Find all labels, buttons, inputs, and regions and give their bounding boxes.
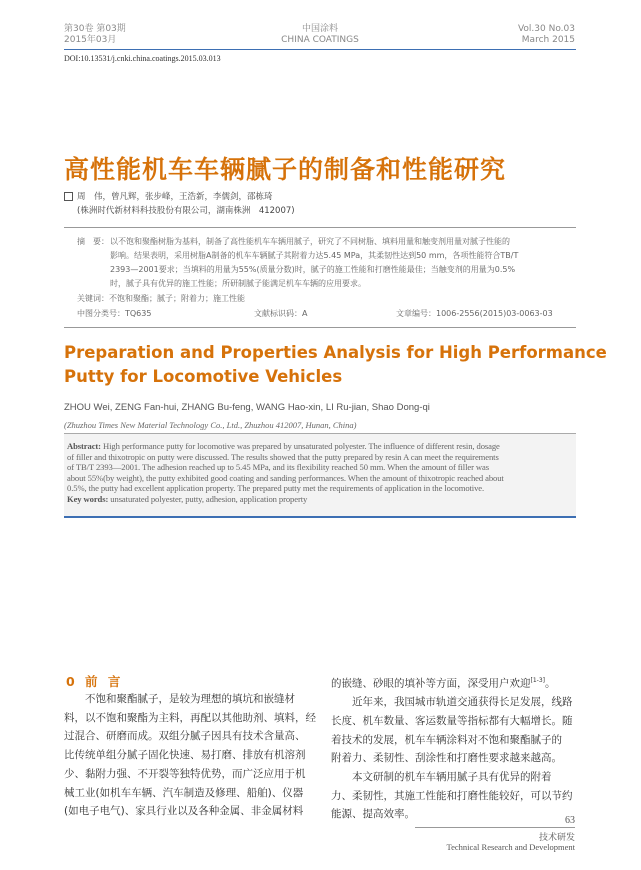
article-number: 文章编号：1006-2556(2015)03-0063-03	[396, 309, 553, 318]
abstract-cn-label: 摘 要：	[77, 237, 109, 246]
footer-section-en: Technical Research and Development	[446, 842, 575, 852]
footer-section-cn: 技术研发	[538, 832, 575, 842]
divider	[64, 227, 576, 228]
affiliation-cn: (株洲时代新材料科技股份有限公司，湖南株洲 412007)	[77, 206, 295, 216]
page-number: 63	[565, 815, 575, 826]
abstract-en: Abstract: High performance putty for locomotive was prepared by unsaturated polyester. The influence of different resin, dosage of filler and thixotropic on putty were discussed. The results showed that the putty prepared by resin A can meet the requirements of TB/T 2393—2001. The adhesion reached up to 5.45 MPa, and its flexibility reached 50 mm. When the amount of filler was about 55%(by weight), the putty exhibited good coating and sanding performances. When the amount of thixotropic reached about 0.5%, the putty had excellent application property. The prepared putty met the requirements of application in the locomotive. Key words: unsaturated polyester, putty, adhesion, application property	[67, 441, 504, 504]
journal-name: 中国涂料 CHINA COATINGS	[281, 24, 359, 45]
journal-date: Vol.30 No.03 March 2015	[517, 24, 575, 45]
abstract-cn	[77, 235, 518, 291]
affiliation-en: (Zhuzhou Times New Material Technology Co., Ltd., Zhuzhou 412007, Hunan, China)	[64, 420, 357, 430]
divider	[64, 327, 576, 328]
body-left-column: 不饱和聚酯腻子，是较为理想的填坑和嵌缝材 料，以不饱和聚酯为主料，再配以其他助剂、填料，经 过混合、研磨而成。双组分腻子因具有技术含量高、 比传统单组分腻子固化快速、易打磨、排放有机溶剂 少、黏附力强、不开裂等独特优势，而广泛应用于机 械工业(如机车车辆、汽车制造及修理、船舶)、仪器 (如电子电气)、家具行业以及各种金属、非金属材料	[64, 693, 316, 818]
body-right-column: 的嵌缝、砂眼的填补等方面，深受用户欢迎[1-3]。 近年来，我国城市轨道交通获得长足发展，线路 长度、机车数量、客运数量等指标都有大幅增长。随 着技术的发展，机车车辆涂料对不饱和聚酯腻子的 附着力、柔韧性、刮涂性和打磨性要求越来越高。 本文研制的机车车辆用腻子具有优异的附着 力、柔韧性，其施工性能和打磨性能较好，可以节约 能源、提高效率。	[331, 677, 573, 821]
abstract-cn-line: 以不饱和聚酯树脂为基料，制备了高性能机车车辆用腻子，研究了不同树脂、填料用量和触变剂用量对腻子性能的	[110, 237, 510, 246]
title-en: Preparation and Properties Analysis for High Performance Putty for Locomotive Vehicles	[64, 343, 607, 386]
abstract-en-box	[64, 433, 576, 517]
authors-cn: 周 伟，曾凡辉，张步峰，王浩新，李儒剑，邵栋琦	[64, 190, 273, 204]
title-cn: 高性能机车车辆腻子的制备和性能研究	[64, 155, 507, 184]
doi: DOI:10.13531/j.cnki.china.coatings.2015.03.013	[64, 54, 221, 63]
abstract-cn-line: 时，腻子具有优异的施工性能；所研制腻子能满足机车车辆的应用要求。	[110, 279, 366, 288]
journal-volume-issue: 第30卷 第03期 2015年03月	[64, 24, 126, 45]
abstract-bottom-rule	[64, 516, 576, 518]
keywords-cn: 关键词：不饱和聚酯；腻子；附着力；施工性能	[77, 294, 245, 303]
abstract-cn-line: 影响。结果表明，采用树脂A制备的机车车辆腻子其附着力达5.45 MPa，其柔韧性达到50 mm，各项性能符合TB/T	[110, 251, 519, 260]
section-heading: 0 前 言	[66, 674, 124, 689]
abstract-cn-line: 2393—2001要求；当填料的用量为55%(质量分数)时，腻子的施工性能和打磨性能最佳；当触变剂的用量为0.5%	[110, 265, 516, 274]
authors-en: ZHOU Wei, ZENG Fan-hui, ZHANG Bu-feng, WANG Hao-xin, LI Ru-jian, Shao Dong-qi	[64, 402, 430, 413]
square-icon	[64, 192, 73, 201]
keywords-en-label: Key words:	[67, 493, 109, 504]
header-rule	[64, 49, 576, 50]
document-code: 文献标识码：A	[254, 309, 308, 318]
abstract-en-label: Abstract:	[67, 441, 101, 451]
citation: [1-3]	[530, 677, 545, 684]
clc-number: 中图分类号：TQ635	[77, 309, 152, 318]
footer-rule	[415, 827, 575, 828]
